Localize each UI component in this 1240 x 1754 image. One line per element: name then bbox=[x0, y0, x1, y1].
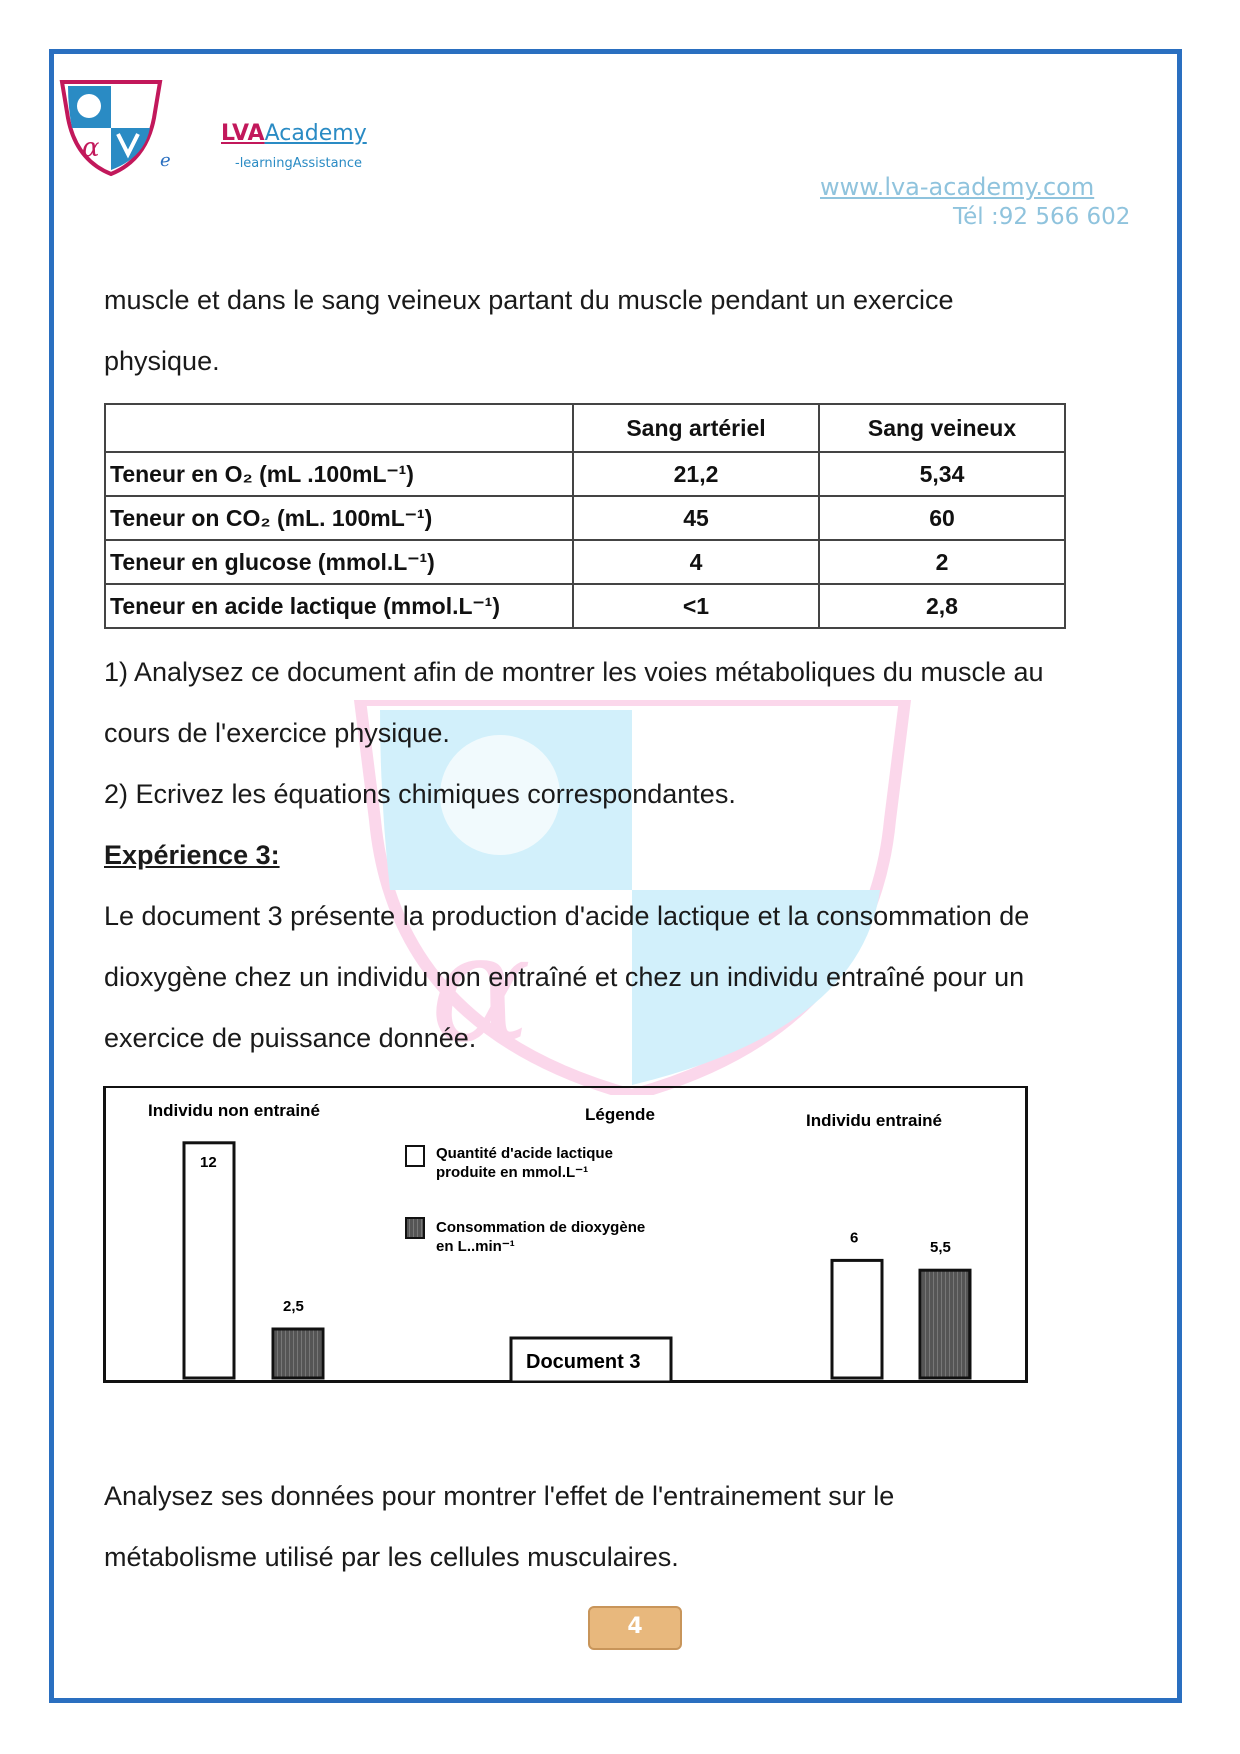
blood-content-table bbox=[104, 403, 1066, 629]
experience-3-line-1: Le document 3 présente la production d'acide lactique et la consommation de bbox=[104, 901, 1030, 931]
intro-text bbox=[104, 270, 954, 392]
experience-3-line-3: exercice de puissance donnée. bbox=[104, 1023, 477, 1053]
legend-title: Légende bbox=[585, 1105, 655, 1124]
group-label: Individu entrainé bbox=[806, 1111, 943, 1130]
table-row bbox=[105, 452, 1065, 496]
legend-swatch-oxygen bbox=[406, 1218, 424, 1238]
row-label: Teneur en O₂ (mL .100mL⁻¹) bbox=[105, 452, 573, 496]
data-label: 5,5 bbox=[930, 1239, 951, 1257]
page-number: 4 bbox=[588, 1606, 682, 1650]
table-header-empty bbox=[105, 404, 573, 452]
brand-e: e bbox=[160, 150, 171, 171]
legend-label-oxygen-2: en L..min⁻¹ bbox=[436, 1238, 515, 1255]
brand-subtitle: -learningAssistance bbox=[235, 156, 362, 171]
svg-text:α: α bbox=[430, 902, 532, 1076]
table-header-row bbox=[105, 404, 1065, 452]
table-row bbox=[105, 496, 1065, 540]
data-label: 12 bbox=[200, 1153, 217, 1171]
table-header-venous: Sang veineux bbox=[819, 404, 1065, 452]
brand-name bbox=[221, 121, 367, 146]
legend-swatch-lactic bbox=[406, 1146, 424, 1166]
question-2: 2) Ecrivez les équations chimiques correspondantes. bbox=[104, 779, 736, 809]
row-label: Teneur on CO₂ (mL. 100mL⁻¹) bbox=[105, 496, 573, 540]
venous-value: 60 bbox=[819, 496, 1065, 540]
question-1-line-2: cours de l'exercice physique. bbox=[104, 718, 450, 748]
data-label: 6 bbox=[850, 1229, 859, 1247]
document-3-chart bbox=[103, 1086, 1028, 1383]
experience-3-heading: Expérience 3: bbox=[104, 840, 280, 870]
legend-label-lactic: Quantité d'acide lactique bbox=[436, 1145, 613, 1162]
data-label: 2,5 bbox=[283, 1298, 304, 1315]
group-label: Individu non entrainé bbox=[148, 1101, 320, 1120]
website-link[interactable]: www.lva-academy.com bbox=[820, 173, 1095, 201]
arterial-value: <1 bbox=[573, 584, 819, 628]
questions-block bbox=[104, 642, 1044, 1069]
phone-number: Tél :92 566 602 bbox=[953, 204, 1131, 230]
intro-line-2: physique. bbox=[104, 346, 220, 376]
arterial-value: 21,2 bbox=[573, 452, 819, 496]
conclusion-line-1: Analysez ses données pour montrer l'effet de l'entrainement sur le bbox=[104, 1481, 895, 1511]
bar bbox=[920, 1270, 970, 1378]
brand-lva: LVA bbox=[221, 121, 265, 146]
arterial-value: 45 bbox=[573, 496, 819, 540]
conclusion-line-2: métabolisme utilisé par les cellules musculaires. bbox=[104, 1542, 679, 1572]
table-row bbox=[105, 540, 1065, 584]
bar bbox=[184, 1143, 234, 1378]
row-label: Teneur en glucose (mmol.L⁻¹) bbox=[105, 540, 573, 584]
chart-caption: Document 3 bbox=[526, 1351, 641, 1373]
experience-3-line-2: dioxygène chez un individu non entraîné et chez un individu entraîné pour un bbox=[104, 962, 1025, 992]
svg-text:α: α bbox=[82, 133, 100, 163]
table-header-arterial: Sang artériel bbox=[573, 404, 819, 452]
document-3-svg bbox=[106, 1088, 1028, 1382]
bar bbox=[832, 1260, 882, 1378]
venous-value: 5,34 bbox=[819, 452, 1065, 496]
arterial-value: 4 bbox=[573, 540, 819, 584]
venous-value: 2,8 bbox=[819, 584, 1065, 628]
table-row bbox=[105, 584, 1065, 628]
intro-line-1: muscle et dans le sang veineux partant du muscle pendant un exercice bbox=[104, 285, 954, 315]
question-1-line-1: 1) Analysez ce document afin de montrer les voies métaboliques du muscle au bbox=[104, 657, 1044, 687]
bar bbox=[273, 1329, 323, 1378]
brand-academy: Academy bbox=[264, 121, 367, 146]
legend-label-lactic-2: produite en mmol.L⁻¹ bbox=[436, 1164, 589, 1181]
legend-label-oxygen: Consommation de dioxygène bbox=[436, 1219, 646, 1236]
venous-value: 2 bbox=[819, 540, 1065, 584]
academy-logo bbox=[56, 78, 166, 178]
row-label: Teneur en acide lactique (mmol.L⁻¹) bbox=[105, 584, 573, 628]
conclusion-text bbox=[104, 1466, 894, 1588]
